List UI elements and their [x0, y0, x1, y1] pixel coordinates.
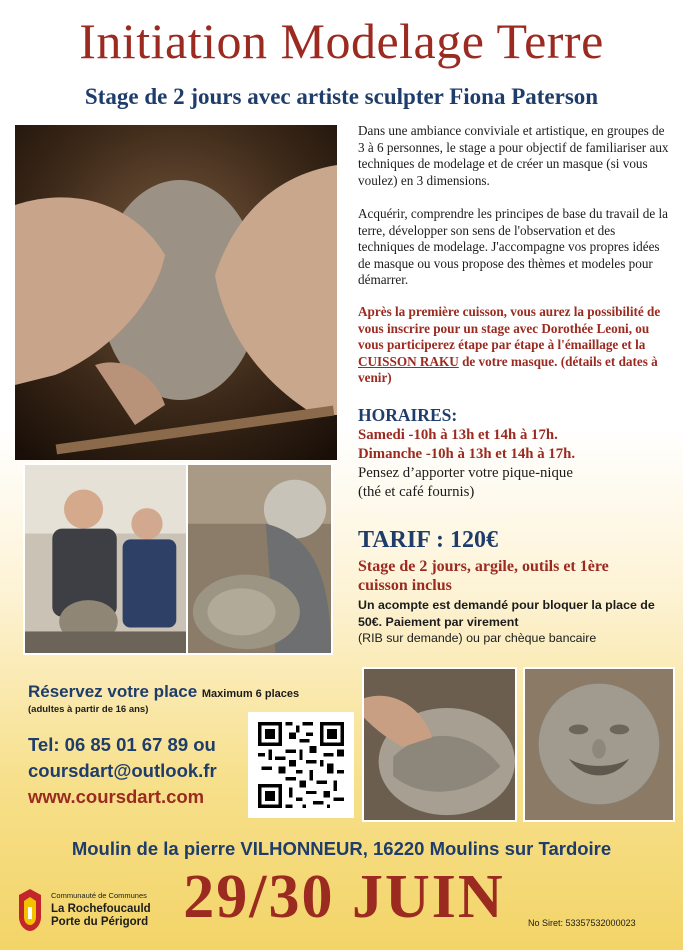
photo-participants-masks	[23, 463, 190, 655]
description-paragraph-3	[358, 304, 672, 387]
siret-number: No Siret: 53357532000023	[528, 918, 636, 928]
tarif-deposit	[358, 597, 676, 647]
tarif-heading: TARIF : 120€	[358, 527, 498, 553]
contact-phone[interactable]: Tel: 06 85 01 67 89 ou	[28, 734, 216, 755]
community-logo-small: Communauté de Communes	[51, 891, 147, 900]
qr-code-graphic	[258, 722, 344, 808]
tarif-includes: Stage de 2 jours, argile, outils et 1ère cuisson inclus	[358, 558, 609, 594]
description-paragraph-1: Dans une ambiance conviviale et artistique, en groupes de 3 à 6 personnes, le stage a pour objectif de familiariser aux techniques de modelage et de créer un masque (si vous voulez) en 3 dimensions.	[358, 123, 669, 188]
raku-text-after: de votre masque. (détails et dates à venir)	[358, 353, 658, 386]
horaires-heading: HORAIRES:	[358, 405, 458, 425]
tarif-deposit-normal: (RIB sur demande) ou par chèque bancaire	[358, 631, 597, 645]
qr-code[interactable]	[248, 712, 354, 818]
reservation-age: (adultes à partir de 16 ans)	[28, 704, 149, 715]
raku-text-before: Après la première cuisson, vous aurez la possibilité de vous inscrire pour un stage avec Dorothée Leoni, ou vous participerez étape par étape à l'émaillage et la	[358, 304, 661, 353]
photo-woman-sculpting	[186, 463, 333, 655]
photo-smiling-mask	[523, 667, 675, 822]
description-paragraph-2: Acquérir, comprendre les principes de base du travail de la terre, développer son sens de l'observation et des techniques de modelage. J'accompagne vos propres idées de masque ou vous propose des thèmes et modeles pour démarrer.	[358, 206, 668, 288]
tarif-deposit-bold: Un acompte est demandé pour bloquer la place de 50€. Paiement par virement	[358, 598, 655, 629]
event-date: 29/30 JUIN	[183, 863, 505, 931]
horaires-note-drinks: (thé et café fournis)	[358, 484, 475, 500]
reservation-heading	[28, 682, 299, 702]
horaires-samedi: Samedi -10h à 13h et 14h à 17h.	[358, 427, 558, 443]
community-logo	[15, 885, 175, 937]
photo-mask-leaves	[362, 667, 517, 822]
page-title: Initiation Modelage Terre	[79, 13, 604, 69]
contact-website[interactable]: www.coursdart.com	[28, 786, 205, 807]
contact-email[interactable]: coursdart@outlook.fr	[28, 760, 217, 781]
community-logo-line2: Porte du Périgord	[51, 916, 149, 928]
venue-address: Moulin de la pierre VILHONNEUR, 16220 Moulins sur Tardoire	[71, 838, 612, 859]
horaires-dimanche: Dimanche -10h à 13h et 14h à 17h.	[358, 446, 576, 462]
reservation-max: Maximum 6 places	[201, 688, 300, 700]
photo-hands-clay	[15, 125, 337, 460]
reservation-title: Réservez votre place	[28, 682, 198, 701]
community-logo-line1: La Rochefoucauld	[51, 903, 151, 915]
raku-highlight: CUISSON RAKU	[358, 353, 459, 369]
community-logo-icon	[15, 887, 45, 933]
horaires-note-picnic: Pensez d’apporter votre pique-nique	[358, 465, 573, 481]
page-subtitle: Stage de 2 jours avec artiste sculpter Fiona Paterson	[84, 84, 599, 109]
